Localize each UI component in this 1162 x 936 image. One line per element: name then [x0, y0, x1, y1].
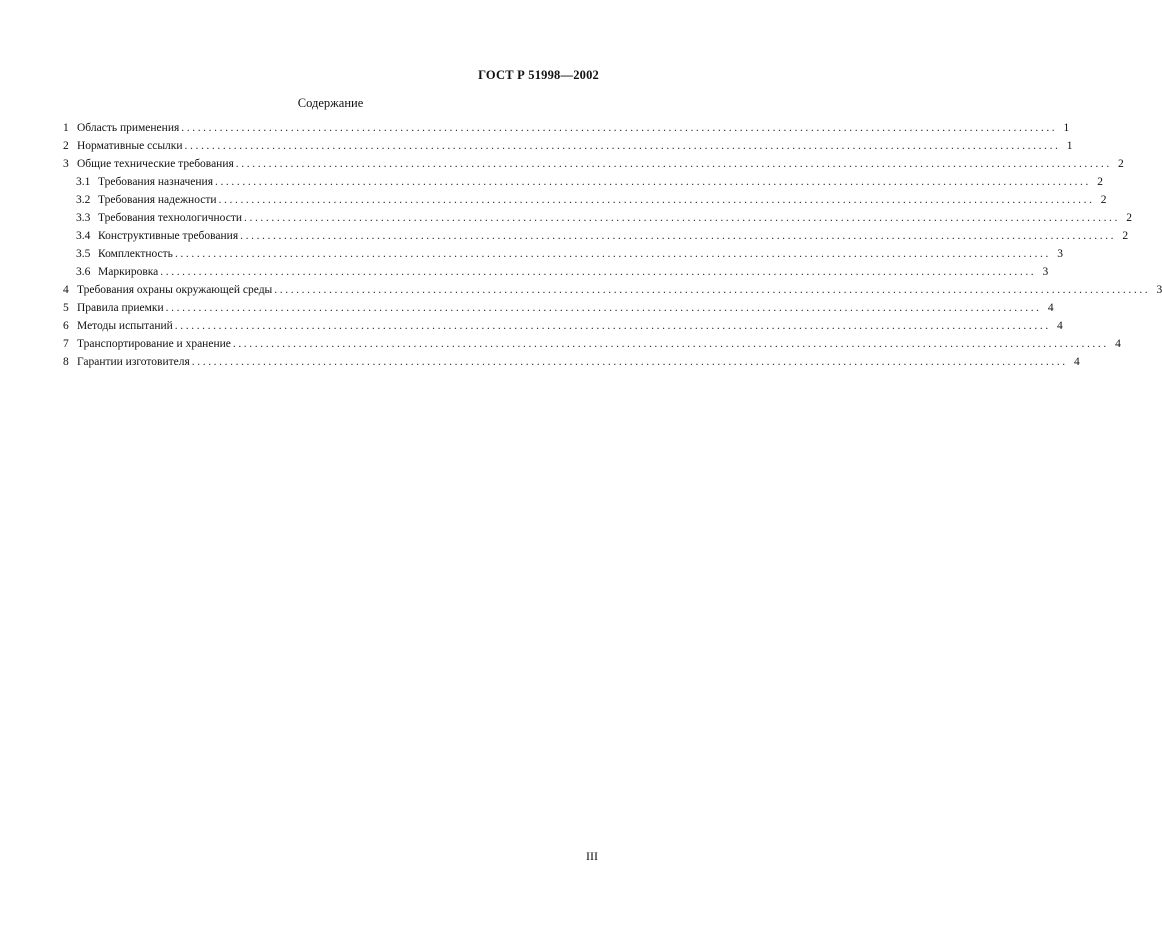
toc-entry-title: Правила приемки — [77, 302, 164, 314]
dot-leader: ................................................................................................................................................................ — [165, 302, 1042, 314]
toc-entry-page: 4 — [1115, 338, 1121, 350]
toc-entry-page: 2 — [1126, 212, 1132, 224]
toc-entry-1[interactable] — [63, 122, 1070, 140]
toc-entry-number: 8 — [63, 356, 69, 368]
toc-entry-number: 3.5 — [76, 248, 91, 260]
toc-entry-3[interactable] — [63, 158, 1124, 176]
dot-leader: ................................................................................................................................................................ — [240, 230, 1117, 242]
toc-title: Содержание — [297, 96, 364, 110]
toc-entry-page: 3 — [1057, 248, 1063, 260]
toc-entry-page: 2 — [1097, 176, 1103, 188]
toc-entry-number: 3 — [63, 158, 69, 170]
toc-entry-3-5[interactable] — [63, 248, 1063, 266]
toc-entry-5[interactable] — [63, 302, 1054, 320]
toc-entry-3-6[interactable] — [63, 266, 1049, 284]
toc-entry-title: Комплектность — [98, 248, 173, 260]
toc-entry-number: 3.2 — [76, 194, 91, 206]
toc-entry-3-4[interactable] — [63, 230, 1129, 248]
toc-entry-page: 4 — [1047, 302, 1054, 314]
table-of-contents — [63, 122, 1162, 374]
dot-leader: ................................................................................................................................................................ — [184, 140, 1061, 152]
dot-leader: ................................................................................................................................................................ — [244, 212, 1120, 224]
dot-leader: ................................................................................................................................................................ — [232, 338, 1109, 350]
dot-leader: ................................................................................................................................................................ — [174, 320, 1051, 332]
toc-entry-number: 4 — [63, 284, 69, 296]
toc-entry-number: 2 — [63, 140, 69, 152]
toc-entry-page: 1 — [1066, 140, 1073, 152]
toc-entry-title: Методы испытаний — [77, 320, 173, 332]
dot-leader: ................................................................................................................................................................ — [274, 284, 1151, 296]
document-code: ГОСТ Р 51998—2002 — [478, 68, 599, 82]
toc-entry-title: Нормативные ссылки — [77, 140, 183, 152]
toc-entry-title: Требования охраны окружающей среды — [77, 284, 273, 296]
toc-entry-3-3[interactable] — [63, 212, 1132, 230]
dot-leader: ................................................................................................................................................................ — [174, 248, 1051, 260]
toc-entry-3-1[interactable] — [63, 176, 1103, 194]
toc-entry-title: Гарантии изготовителя — [77, 356, 190, 368]
toc-entry-number: 3.6 — [76, 266, 91, 278]
toc-entry-title: Область применения — [77, 122, 180, 134]
toc-entry-page: 3 — [1156, 284, 1162, 296]
toc-entry-title: Маркировка — [98, 266, 159, 278]
dot-leader: ................................................................................................................................................................ — [160, 266, 1037, 278]
toc-entry-title: Конструктивные требования — [98, 230, 239, 242]
toc-entry-title: Требования надежности — [98, 194, 217, 206]
toc-entry-page: 2 — [1118, 158, 1124, 170]
toc-entry-8[interactable] — [63, 356, 1080, 374]
toc-entry-number: 7 — [63, 338, 69, 350]
toc-entry-4[interactable] — [63, 284, 1162, 302]
toc-entry-2[interactable] — [63, 140, 1073, 158]
page-number: III — [586, 849, 598, 863]
toc-entry-7[interactable] — [63, 338, 1121, 356]
toc-entry-title: Общие технические требования — [77, 158, 234, 170]
dot-leader: ................................................................................................................................................................ — [214, 176, 1091, 188]
toc-entry-page: 1 — [1063, 122, 1070, 134]
toc-entry-page: 3 — [1042, 266, 1049, 278]
toc-entry-title: Требования назначения — [98, 176, 213, 188]
toc-entry-page: 4 — [1057, 320, 1063, 332]
dot-leader: ................................................................................................................................................................ — [218, 194, 1095, 206]
toc-entry-number: 6 — [63, 320, 69, 332]
toc-entry-page: 4 — [1074, 356, 1080, 368]
toc-entry-title: Требования технологичности — [98, 212, 242, 224]
dot-leader: ................................................................................................................................................................ — [191, 356, 1068, 368]
dot-leader: ................................................................................................................................................................ — [235, 158, 1112, 170]
toc-entry-page: 2 — [1122, 230, 1129, 242]
toc-entry-number: 5 — [63, 302, 69, 314]
toc-entry-number: 3.1 — [76, 176, 91, 188]
toc-entry-number: 1 — [63, 122, 69, 134]
toc-entry-page: 2 — [1100, 194, 1107, 206]
toc-entry-number: 3.3 — [76, 212, 91, 224]
toc-entry-3-2[interactable] — [63, 194, 1107, 212]
toc-entry-6[interactable] — [63, 320, 1063, 338]
toc-entry-title: Транспортирование и хранение — [77, 338, 231, 350]
dot-leader: ................................................................................................................................................................ — [181, 122, 1058, 134]
toc-entry-number: 3.4 — [76, 230, 91, 242]
